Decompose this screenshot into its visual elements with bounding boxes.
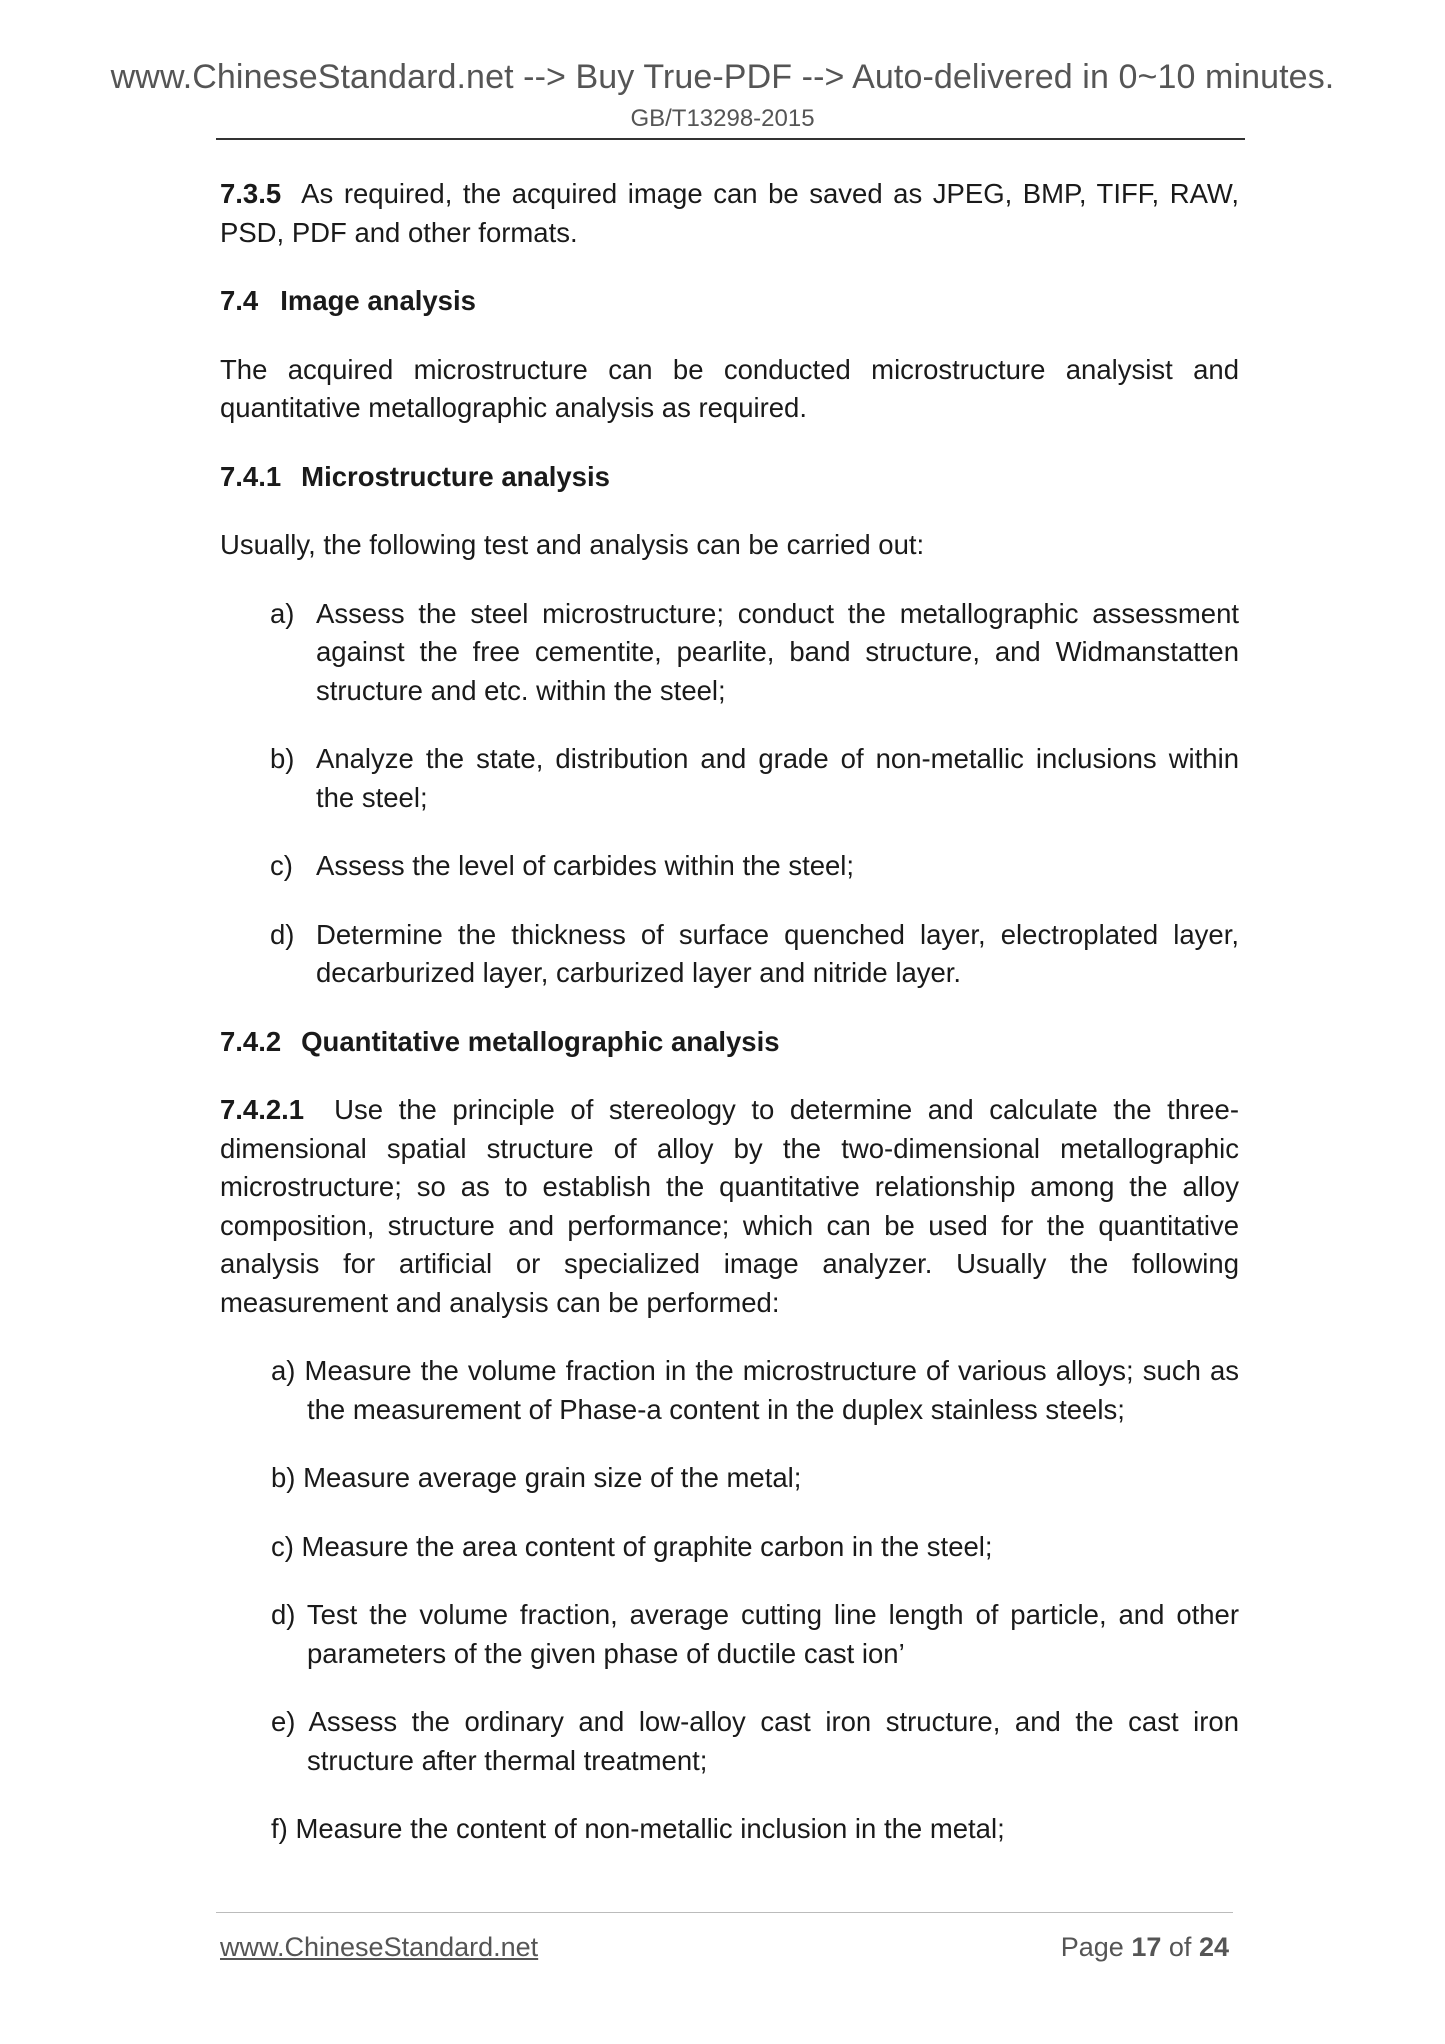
section-number: 7.4 <box>220 285 259 316</box>
document-body <box>220 175 1239 1849</box>
list-item <box>220 595 1239 711</box>
list-marker: a) <box>270 597 295 629</box>
list-item: e) Assess the ordinary and low-alloy cast iron structure, and the cast iron structure after thermal treatment; <box>271 1706 1239 1776</box>
section-number: 7.4.2.1 <box>220 1094 305 1125</box>
list-item-text: Determine the thickness of surface quenched layer, electroplated layer, decarburized layer, carburized layer and nitride layer. <box>316 918 1239 988</box>
standard-code: GB/T13298-2015 <box>630 105 815 132</box>
list-item <box>220 740 1239 817</box>
list-item-text: Assess the level of carbides within the steel; <box>316 850 855 881</box>
heading-7-4 <box>220 282 1239 321</box>
purchase-banner: www.ChineseStandard.net --> Buy True-PDF --> Auto-delivered in 0~10 minutes. <box>110 58 1335 96</box>
footer-site-link[interactable]: www.ChineseStandard.net <box>220 1932 539 1962</box>
list-marker: d) <box>270 918 295 950</box>
page-of: of <box>1168 1932 1192 1962</box>
page-indicator <box>1061 1932 1229 1963</box>
footer-divider <box>216 1912 1233 1913</box>
paragraph-7-3-5 <box>220 175 1239 252</box>
section-number: 7.3.5 <box>220 178 282 209</box>
section-number: 7.4.1 <box>220 460 282 492</box>
section-number: 7.4.2 <box>220 1025 282 1057</box>
list-item: d) Test the volume fraction, average cutting line length of particle, and other parameters of the given phase of ductile cast ion’ <box>271 1599 1239 1669</box>
page-word: Page <box>1060 1932 1124 1962</box>
paragraph-text: As required, the acquired image can be saved as JPEG, BMP, TIFF, RAW, PSD, PDF and other formats. <box>220 178 1239 248</box>
list-marker: c) <box>270 850 293 881</box>
paragraph-7-4-2-1 <box>220 1091 1239 1322</box>
section-title: Quantitative metallographic analysis <box>301 1025 780 1057</box>
header-divider <box>216 138 1245 140</box>
analysis-list <box>220 595 1239 993</box>
list-item: b) Measure average grain size of the metal; <box>271 1462 802 1493</box>
paragraph-intro: Usually, the following test and analysis can be carried out: <box>220 529 925 560</box>
measurement-list <box>220 1352 1239 1849</box>
paragraph-text: Use the principle of stereology to determine and calculate the three-dimensional spatial structure of alloy by the two-dimensional metallographic microstructure; so as to establish the quantitative relationship among the alloy composition, structure and performance; which can be used for the quantitative analysis for artificial or specialized image analyzer. Usually the following measurement and analysis can be performed: <box>220 1094 1239 1318</box>
list-item <box>220 847 1239 886</box>
list-marker: b) <box>270 743 295 774</box>
list-item: a) Measure the volume fraction in the microstructure of various alloys; such as the measurement of Phase-a content in the duplex stainless steels; <box>271 1355 1239 1425</box>
section-title: Image analysis <box>280 285 476 316</box>
list-item: c) Measure the area content of graphite carbon in the steel; <box>271 1530 993 1562</box>
section-title: Microstructure analysis <box>301 460 610 492</box>
list-item-text: Assess the steel microstructure; conduct the metallographic assessment against the free cementite, pearlite, band structure, and Widmanstatten structure and etc. within the steel; <box>316 597 1239 706</box>
heading-7-4-2 <box>220 1023 1239 1062</box>
paragraph-7-4: The acquired microstructure can be conducted microstructure analysist and quantitative metallographic analysis as required. <box>220 353 1239 423</box>
heading-7-4-1 <box>220 458 1239 497</box>
list-item: f) Measure the content of non-metallic inclusion in the metal; <box>271 1813 1005 1844</box>
list-item <box>220 916 1239 993</box>
list-item-text: Analyze the state, distribution and grade of non-metallic inclusions within the steel; <box>316 743 1239 813</box>
page-total: 24 <box>1198 1932 1229 1962</box>
page-current: 17 <box>1131 1932 1162 1962</box>
